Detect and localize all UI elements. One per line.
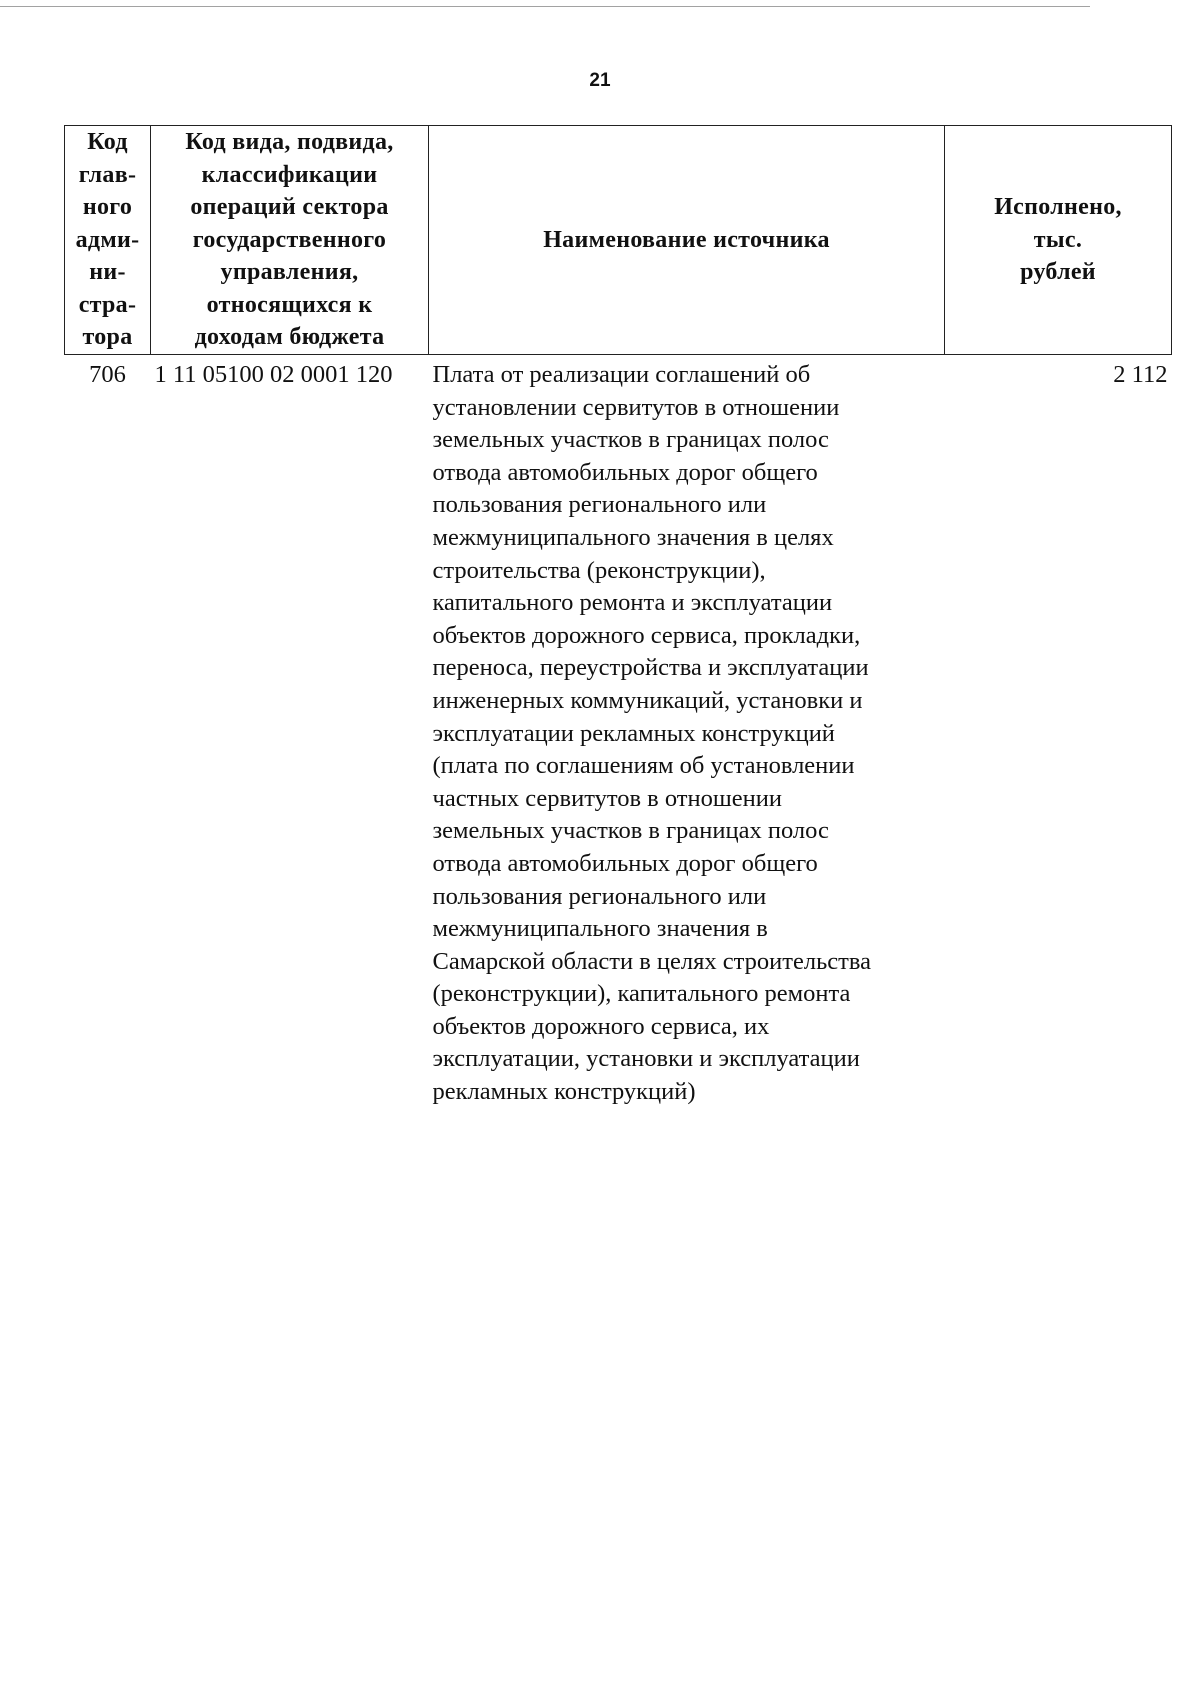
page-number: 21 <box>589 70 611 91</box>
scan-artifact-line <box>0 6 1090 7</box>
table-row <box>65 355 1172 1109</box>
header-classification-code: Код вида, подвида, классификации операций сектора государственного управления, относящихся к доходам бюджета <box>151 126 429 355</box>
cell-source-name: Плата от реализации соглашений об установлении сервитутов в отношении земельных участков в границах полос отвода автомобильных дорог общего пользования регионального или межмуниципального значения в целях строительства (реконструкции), капитального ремонта и эксплуатации объектов дорожного сервиса, прокладки, переноса, переустройства и эксплуатации инженерных коммуникаций, установки и эксплуатации рекламных конструкций (плата по соглашениям об установлении частных сервитутов в отношении земельных участков в границах полос отвода автомобильных дорог общего пользования регионального или межмуниципального значения в Самарской области в целях строительства (реконструкции), капитального ремонта объектов дорожного сервиса, их эксплуатации, установки и эксплуатации рекламных конструкций) <box>432 361 871 1106</box>
header-source-name: Наименование источника <box>429 126 945 355</box>
cell-classification-code: 1 11 05100 02 0001 120 <box>154 361 393 388</box>
header-executed: Исполнено, тыс. рублей <box>945 126 1172 355</box>
header-admin-code: Код глав- ного адми- ни- стра- тора <box>65 126 151 355</box>
cell-executed-amount: 2 112 <box>1113 361 1168 388</box>
table-header-row <box>65 126 1172 355</box>
revenue-table <box>64 125 1172 1109</box>
cell-admin-code: 706 <box>89 361 126 388</box>
